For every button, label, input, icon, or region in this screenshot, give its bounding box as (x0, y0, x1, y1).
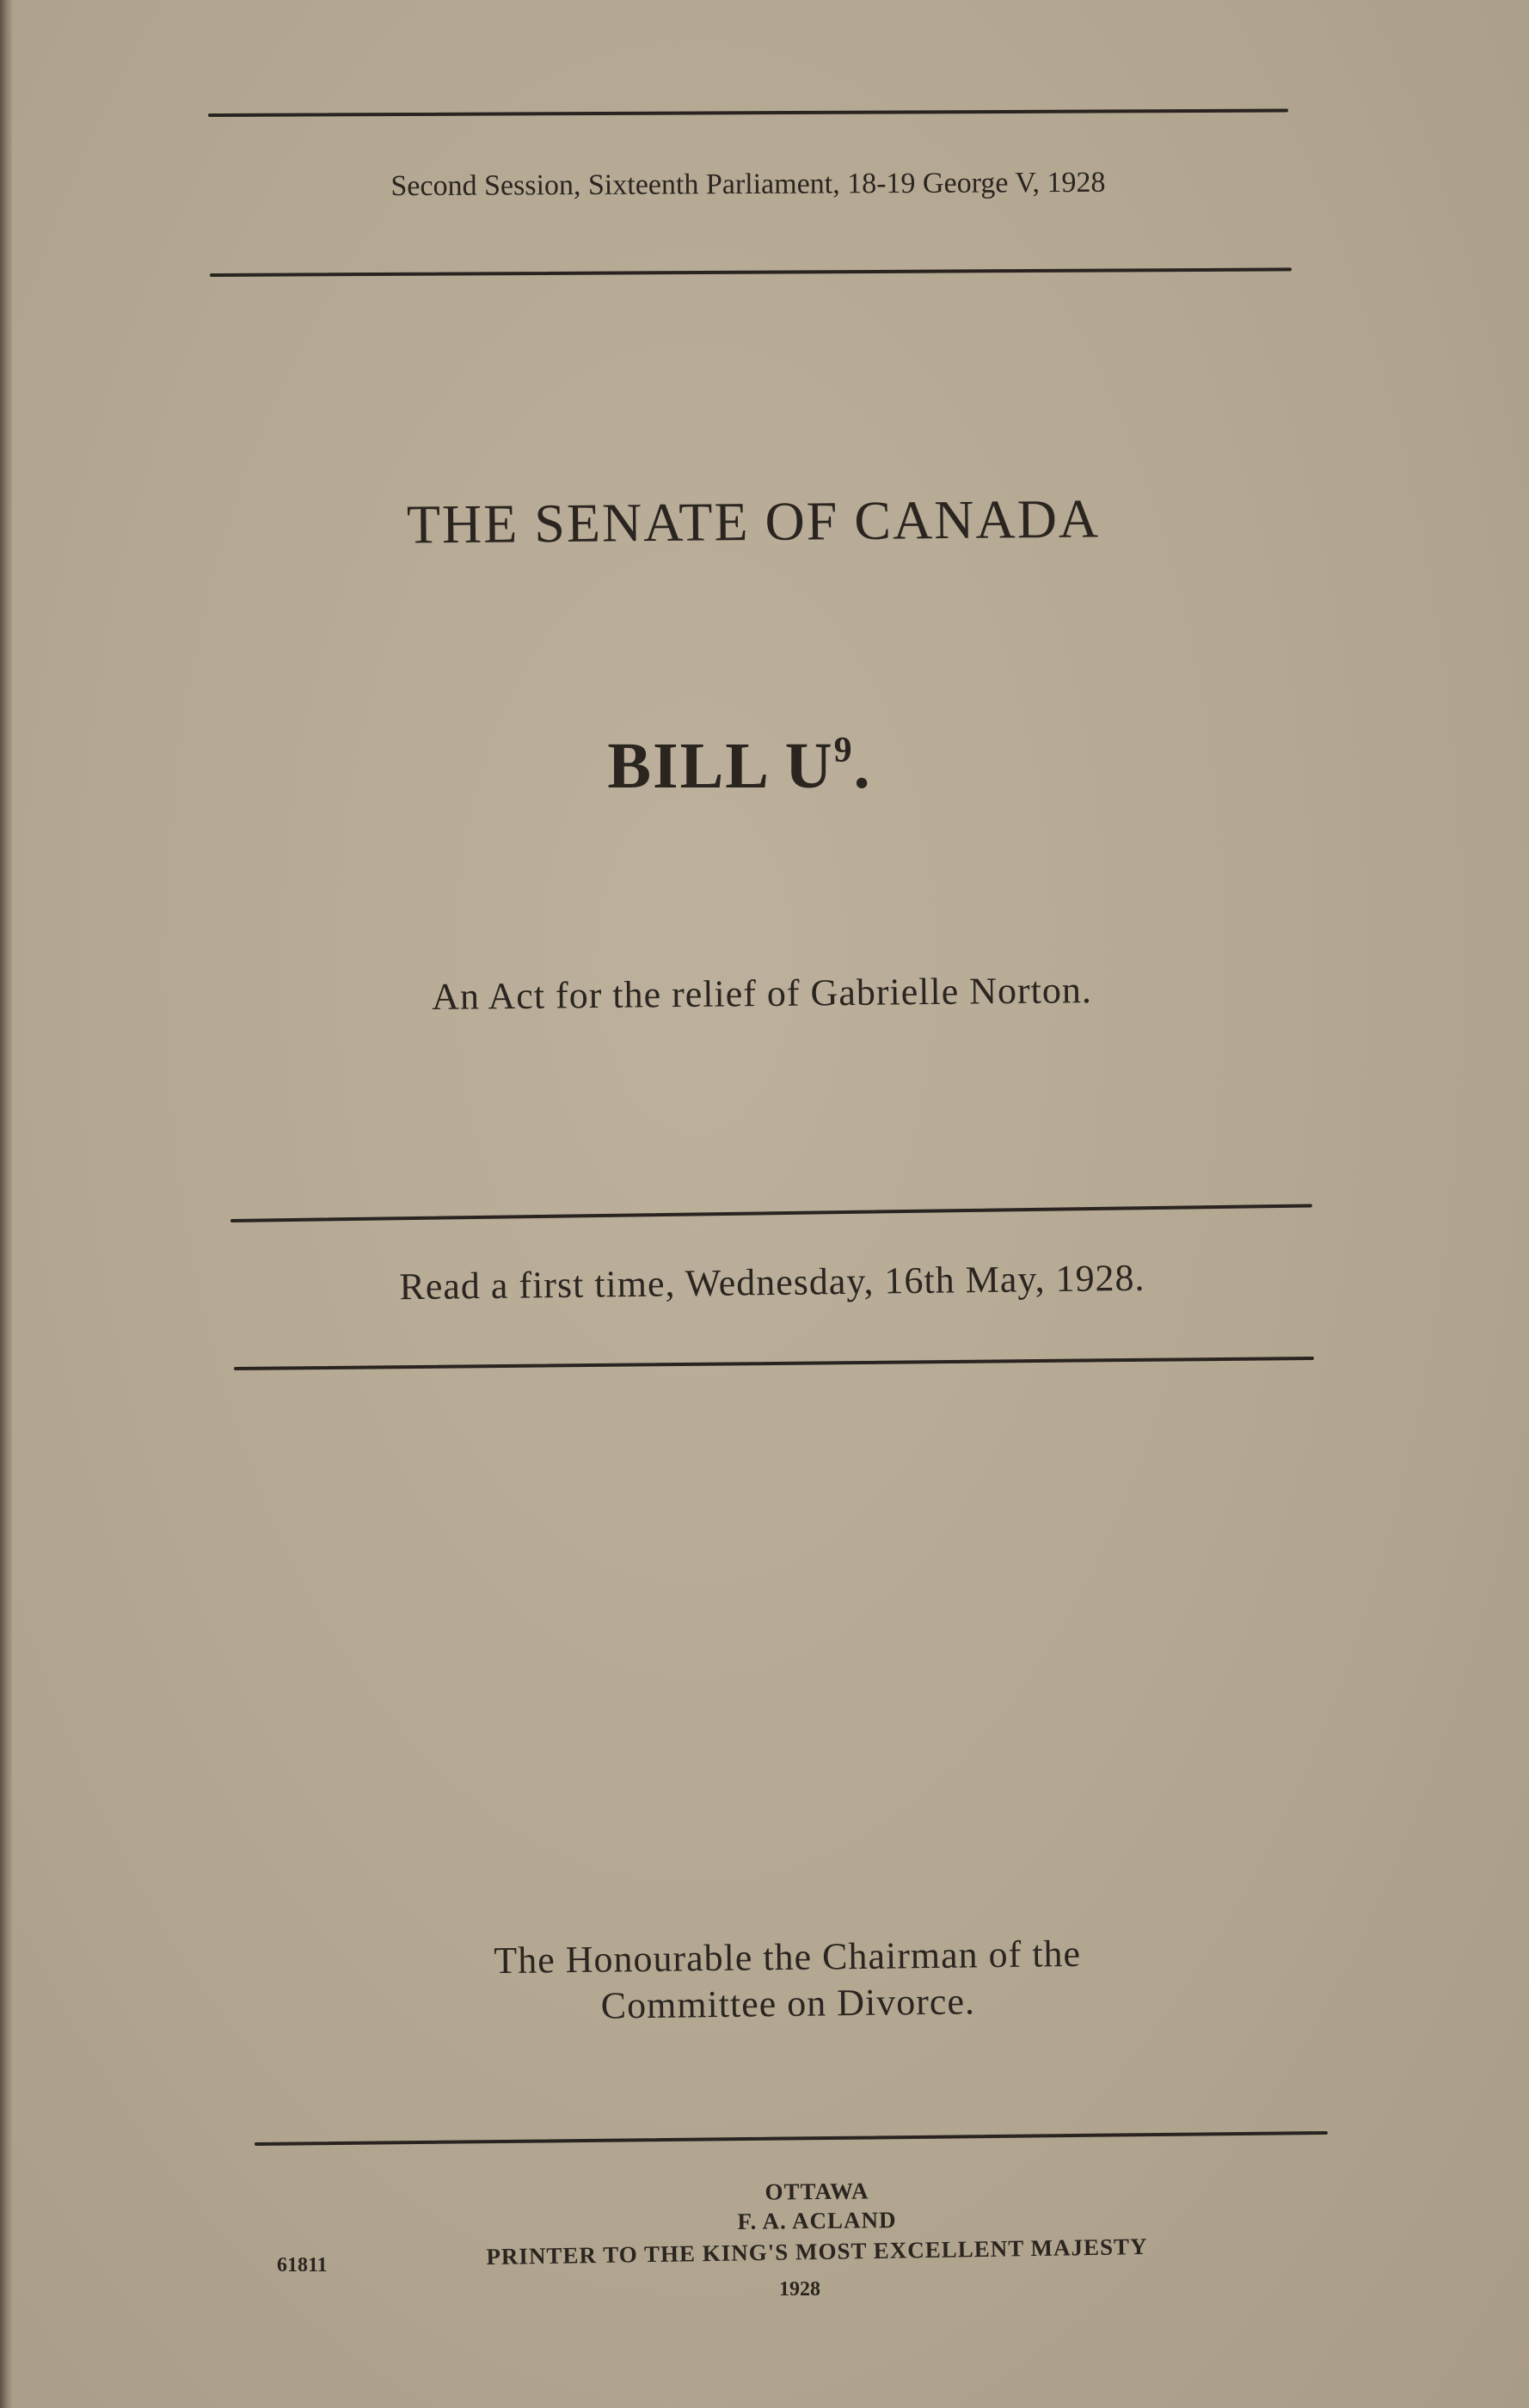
imprint-printer-title: PRINTER TO THE KING'S MOST EXCELLENT MAJESTY (486, 2233, 1148, 2270)
imprint-year: 1928 (779, 2278, 820, 2301)
bill-label: BILL U (607, 730, 834, 802)
bill-suffix: . (853, 730, 872, 802)
page-spine-edge (0, 0, 12, 2408)
senate-heading: THE SENATE OF CANADA (406, 487, 1101, 555)
sponsor-line-2: Committee on Divorce. (600, 1980, 976, 2027)
bill-superscript: 9 (833, 731, 854, 770)
imprint-city: OTTAWA (764, 2178, 869, 2205)
sponsor-line-1: The Honourable the Chairman of the (493, 1932, 1082, 1982)
bill-number (396, 729, 1084, 804)
session-line: Second Session, Sixteenth Parliament, 18-19 George V, 1928 (390, 166, 1106, 203)
sponsor-block (254, 1927, 1321, 2033)
first-reading-line: Read a first time, Wednesday, 16th May, 1928. (399, 1256, 1145, 1308)
print-code: 61811 (277, 2254, 328, 2276)
imprint-printer: F. A. ACLAND (737, 2207, 897, 2234)
act-description: An Act for the relief of Gabrielle Norton. (431, 968, 1093, 1019)
